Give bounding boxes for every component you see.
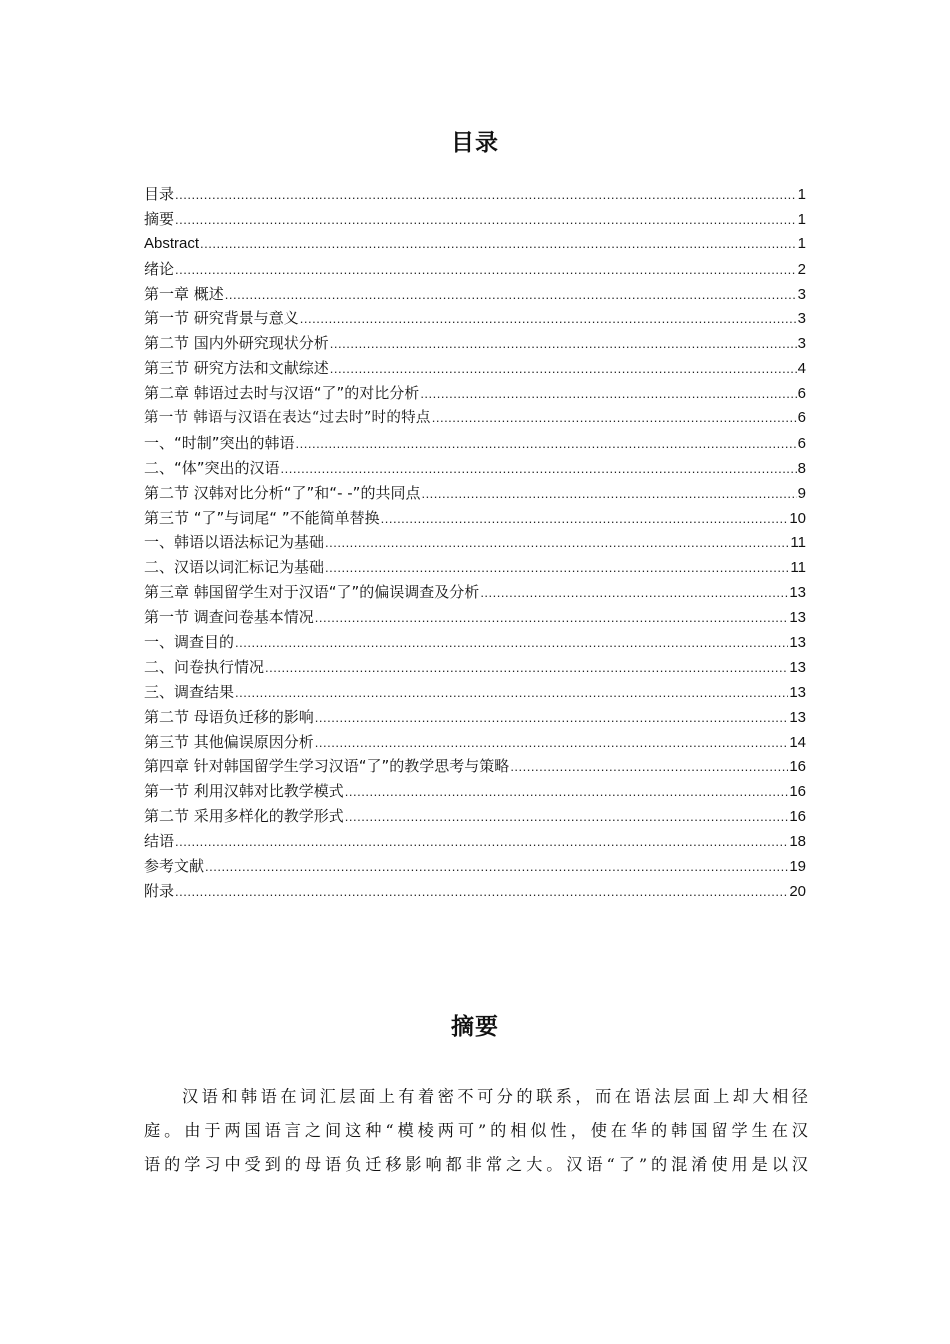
toc-entry[interactable] bbox=[144, 331, 806, 356]
toc-entry-label: 摘要 bbox=[144, 209, 175, 228]
toc-entry-page: 4 bbox=[797, 360, 806, 378]
toc-entry[interactable] bbox=[144, 232, 806, 257]
toc-entry-label: 结语 bbox=[144, 832, 175, 851]
toc-entry[interactable] bbox=[144, 730, 806, 755]
toc-entry[interactable] bbox=[144, 406, 806, 431]
toc-entry-label: 一、韩语以语法标记为基础 bbox=[144, 533, 325, 552]
toc-entry-label: 第二节 采用多样化的教学形式 bbox=[144, 807, 344, 826]
toc-entry-page: 6 bbox=[797, 385, 806, 403]
toc-entry-label: 第一节 韩语与汉语在表达“过去时”时的特点 bbox=[144, 410, 431, 427]
toc-entry-label: 第三节 研究方法和文献综述 bbox=[144, 359, 329, 378]
toc-leader-dots bbox=[315, 706, 789, 731]
toc-title: 目录 bbox=[451, 130, 499, 156]
toc-entry-page: 10 bbox=[789, 509, 806, 527]
toc-entry-label: 目录 bbox=[144, 185, 175, 203]
toc-leader-dots bbox=[480, 581, 788, 606]
toc-entry[interactable] bbox=[144, 431, 806, 456]
toc-entry-page: 1 bbox=[797, 234, 806, 252]
toc-entry-page: 13 bbox=[789, 609, 806, 627]
toc-entry-page: 16 bbox=[789, 758, 806, 776]
toc-entry-page: 9 bbox=[797, 484, 806, 502]
abstract-body bbox=[144, 1080, 808, 1182]
toc-entry-page: 13 bbox=[789, 683, 806, 701]
toc-entry[interactable] bbox=[144, 257, 806, 282]
toc-leader-dots bbox=[345, 780, 789, 805]
abstract-line: 汉语和韩语在词汇层面上有着密不可分的联系，而在语法层面上却大相径 bbox=[182, 1087, 808, 1106]
toc-entry-page: 16 bbox=[789, 808, 806, 826]
abstract-line: 庭。由于两国语言之间这种“模棱两可”的相似性，使在华的韩国留学生在汉 bbox=[144, 1121, 808, 1140]
toc-entry[interactable] bbox=[144, 381, 806, 406]
toc-leader-dots bbox=[296, 432, 797, 457]
toc-leader-dots bbox=[175, 183, 797, 208]
toc-entry-page: 13 bbox=[789, 634, 806, 652]
toc-entry[interactable] bbox=[144, 829, 806, 854]
toc-entry[interactable] bbox=[144, 655, 806, 680]
toc-entry-label: 第三章 韩国留学生对于汉语“了”的偏误调查及分析 bbox=[144, 583, 480, 602]
toc-entry-label: 第二节 母语负迁移的影响 bbox=[144, 707, 314, 726]
toc-entry-page: 3 bbox=[797, 285, 806, 303]
toc-entry-label: 二、汉语以词汇标记为基础 bbox=[144, 558, 325, 577]
toc-entry[interactable] bbox=[144, 854, 806, 879]
toc-entry-page: 20 bbox=[789, 882, 806, 900]
toc-entry-label: 绪论 bbox=[144, 259, 175, 278]
toc-leader-dots bbox=[432, 406, 797, 431]
toc-leader-dots bbox=[281, 457, 797, 482]
toc-entry-page: 13 bbox=[789, 584, 806, 602]
toc-leader-dots bbox=[175, 208, 797, 233]
toc-entry[interactable] bbox=[144, 879, 806, 904]
toc-leader-dots bbox=[300, 307, 797, 332]
table-of-contents bbox=[144, 182, 806, 904]
toc-leader-dots bbox=[345, 805, 789, 830]
toc-leader-dots bbox=[381, 507, 789, 532]
toc-leader-dots bbox=[205, 855, 788, 880]
toc-leader-dots bbox=[325, 556, 789, 581]
toc-entry[interactable] bbox=[144, 306, 806, 331]
toc-entry[interactable] bbox=[144, 804, 806, 829]
toc-entry-page: 6 bbox=[797, 409, 806, 427]
toc-entry[interactable] bbox=[144, 580, 806, 605]
toc-leader-dots bbox=[175, 258, 797, 283]
toc-entry-page: 6 bbox=[797, 434, 806, 452]
toc-entry-label: 参考文献 bbox=[144, 857, 205, 876]
toc-leader-dots bbox=[235, 681, 788, 706]
toc-entry[interactable] bbox=[144, 680, 806, 705]
toc-entry-page: 1 bbox=[797, 186, 806, 203]
toc-entry-page: 16 bbox=[789, 783, 806, 801]
toc-entry[interactable] bbox=[144, 705, 806, 730]
toc-entry[interactable] bbox=[144, 555, 806, 580]
toc-leader-dots bbox=[175, 830, 788, 855]
toc-leader-dots bbox=[510, 755, 788, 780]
toc-entry-page: 3 bbox=[797, 310, 806, 328]
toc-entry-label: Abstract bbox=[144, 234, 200, 252]
toc-entry-page: 3 bbox=[797, 335, 806, 353]
toc-entry-page: 19 bbox=[789, 858, 806, 876]
toc-entry-label: 第一章 概述 bbox=[144, 284, 224, 303]
toc-leader-dots bbox=[235, 631, 788, 656]
toc-entry-label: 附录 bbox=[144, 881, 175, 900]
toc-entry[interactable] bbox=[144, 456, 806, 481]
toc-entry-label: 第二节 国内外研究现状分析 bbox=[144, 334, 329, 353]
toc-entry-label: 第二章 韩语过去时与汉语“了”的对比分析 bbox=[144, 384, 420, 403]
toc-entry[interactable] bbox=[144, 182, 806, 207]
toc-entry-label: 第三节 其他偏误原因分析 bbox=[144, 732, 314, 751]
toc-entry-label: 二、问卷执行情况 bbox=[144, 657, 265, 676]
toc-leader-dots bbox=[421, 482, 796, 507]
toc-entry-page: 1 bbox=[797, 210, 806, 228]
toc-entry[interactable] bbox=[144, 481, 806, 506]
toc-entry-label: 第一节 利用汉韩对比教学模式 bbox=[144, 782, 344, 801]
toc-leader-dots bbox=[175, 880, 788, 905]
abstract-title: 摘要 bbox=[451, 1014, 499, 1040]
toc-leader-dots bbox=[315, 731, 789, 756]
toc-entry-label: 二、“体”突出的汉语 bbox=[144, 458, 280, 477]
toc-entry-label: 第一节 研究背景与意义 bbox=[144, 309, 299, 328]
toc-entry[interactable] bbox=[144, 356, 806, 381]
toc-entry[interactable] bbox=[144, 506, 806, 531]
toc-entry-label: 第二节 汉韩对比分析“了”和“- -”的共同点 bbox=[144, 483, 421, 502]
toc-entry[interactable] bbox=[144, 630, 806, 655]
toc-entry-page: 14 bbox=[789, 733, 806, 751]
toc-entry-label: 三、调查结果 bbox=[144, 682, 235, 701]
toc-entry-label: 第三节 “了”与词尾“ ”不能简单替换 bbox=[144, 508, 380, 527]
toc-entry-page: 11 bbox=[790, 559, 806, 577]
toc-leader-dots bbox=[225, 283, 797, 308]
toc-entry-label: 一、调查目的 bbox=[144, 633, 235, 652]
toc-entry-page: 13 bbox=[789, 708, 806, 726]
toc-leader-dots bbox=[325, 531, 789, 556]
toc-entry[interactable] bbox=[144, 605, 806, 630]
toc-entry-page: 11 bbox=[790, 534, 806, 552]
toc-leader-dots bbox=[315, 606, 789, 631]
toc-entry[interactable] bbox=[144, 282, 806, 307]
toc-entry[interactable] bbox=[144, 530, 806, 555]
toc-entry[interactable] bbox=[144, 207, 806, 232]
toc-leader-dots bbox=[265, 656, 788, 681]
toc-entry-page: 8 bbox=[797, 459, 806, 477]
toc-leader-dots bbox=[330, 332, 797, 357]
toc-leader-dots bbox=[330, 357, 797, 382]
toc-entry-page: 2 bbox=[797, 260, 806, 278]
toc-entry[interactable] bbox=[144, 779, 806, 804]
toc-leader-dots bbox=[200, 232, 797, 257]
toc-entry[interactable] bbox=[144, 754, 806, 779]
toc-entry-label: 第四章 针对韩国留学生学习汉语“了”的教学思考与策略 bbox=[144, 757, 510, 776]
toc-entry-page: 13 bbox=[789, 658, 806, 676]
toc-entry-label: 一、“时制”突出的韩语 bbox=[144, 433, 295, 452]
abstract-line: 语的学习中受到的母语负迁移影响都非常之大。汉语“了”的混淆使用是以汉 bbox=[144, 1155, 808, 1174]
toc-entry-label: 第一节 调查问卷基本情况 bbox=[144, 608, 314, 627]
toc-entry-page: 18 bbox=[789, 833, 806, 851]
toc-leader-dots bbox=[420, 382, 796, 407]
